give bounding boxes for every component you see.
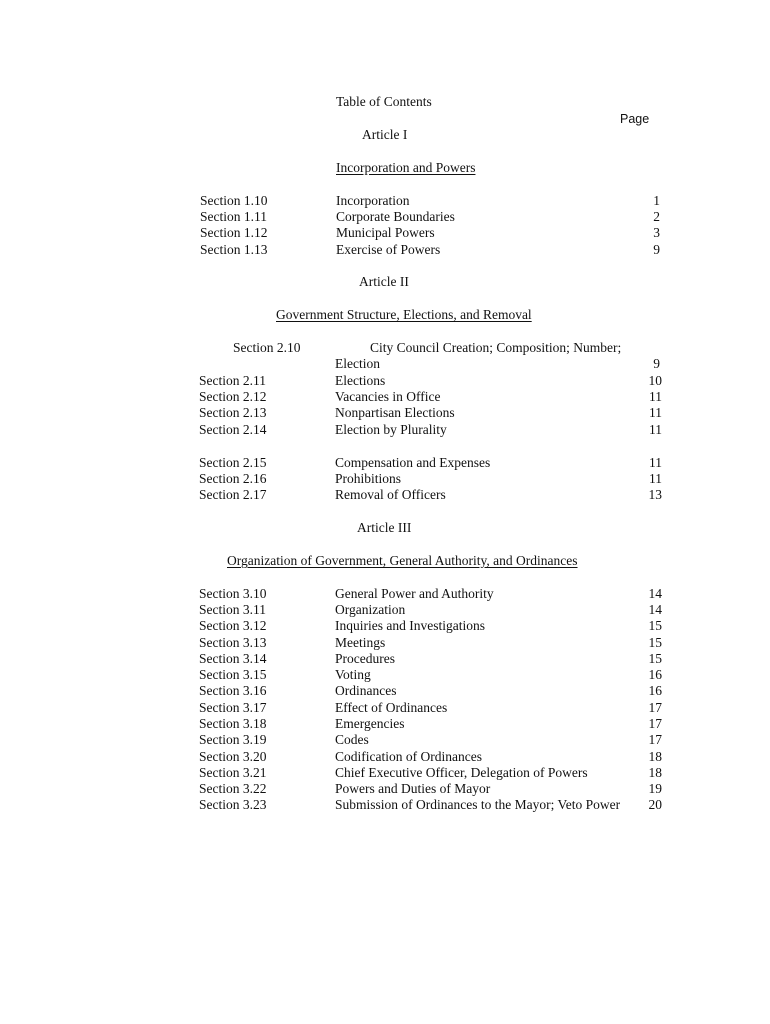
section-title: Emergencies — [335, 716, 405, 731]
section-number: Section 2.13 — [199, 405, 267, 420]
section-title: City Council Creation; Composition; Number; — [370, 340, 622, 355]
page-number: 17 — [648, 716, 662, 731]
section-number: Section 2.14 — [199, 422, 267, 437]
section-number: Section 3.11 — [199, 602, 266, 617]
section-number: Section 2.12 — [199, 389, 267, 404]
section-number: Section 1.10 — [200, 193, 268, 208]
page-number: 14 — [648, 586, 662, 601]
section-title: Procedures — [335, 651, 395, 666]
page-number: 9 — [653, 356, 660, 371]
article-label: Article I — [362, 127, 408, 142]
section-number: Section 3.19 — [199, 732, 267, 747]
section-number: Section 1.12 — [200, 225, 268, 240]
page-number: 13 — [648, 487, 662, 502]
page-number: 16 — [648, 683, 662, 698]
page-number: 11 — [649, 405, 662, 420]
section-number: Section 3.12 — [199, 618, 267, 633]
section-title: Powers and Duties of Mayor — [335, 781, 491, 796]
page-number: 17 — [648, 732, 662, 747]
section-number: Section 2.10 — [233, 340, 301, 355]
section-title: Municipal Powers — [336, 225, 435, 240]
page-number: 17 — [648, 700, 662, 715]
article-label: Article III — [357, 520, 412, 535]
section-title: Vacancies in Office — [335, 389, 441, 404]
article-heading: Organization of Government, General Authority, and Ordinances — [227, 553, 578, 568]
section-number: Section 3.14 — [199, 651, 267, 666]
section-number: Section 3.18 — [199, 716, 267, 731]
page-number: 11 — [649, 389, 662, 404]
page-number: 11 — [649, 422, 662, 437]
section-title: Chief Executive Officer, Delegation of Powers — [335, 765, 588, 780]
page-number: 11 — [649, 455, 662, 470]
page-number: 18 — [648, 765, 662, 780]
article-heading: Government Structure, Elections, and Removal — [276, 307, 532, 322]
section-title: Meetings — [335, 635, 386, 650]
section-title: Codification of Ordinances — [335, 749, 482, 764]
section-number: Section 3.23 — [199, 797, 267, 812]
section-number: Section 3.21 — [199, 765, 267, 780]
page-number: 15 — [648, 618, 662, 633]
section-number: Section 2.17 — [199, 487, 267, 502]
page-number: 20 — [648, 797, 662, 812]
section-number: Section 2.16 — [199, 471, 267, 486]
section-number: Section 1.11 — [200, 209, 267, 224]
page-number: 3 — [653, 225, 660, 240]
section-title: Prohibitions — [335, 471, 402, 486]
page-number: 19 — [648, 781, 662, 796]
section-number: Section 3.16 — [199, 683, 267, 698]
section-number: Section 1.13 — [200, 242, 268, 257]
toc-title: Table of Contents — [336, 94, 432, 109]
section-number: Section 2.11 — [199, 373, 266, 388]
section-title: Removal of Officers — [335, 487, 446, 502]
page-number: 14 — [648, 602, 662, 617]
page-number: 1 — [653, 193, 660, 208]
section-title-continued: Election — [335, 356, 380, 371]
page-number: 11 — [649, 471, 662, 486]
page-column-label: Page — [620, 112, 650, 126]
section-title: Election by Plurality — [335, 422, 447, 437]
section-number: Section 3.13 — [199, 635, 267, 650]
section-title: Submission of Ordinances to the Mayor; Veto Power — [335, 797, 621, 812]
section-number: Section 3.15 — [199, 667, 267, 682]
page-number: 15 — [648, 635, 662, 650]
page-number: 16 — [648, 667, 662, 682]
section-number: Section 3.20 — [199, 749, 267, 764]
section-title: Incorporation — [336, 193, 410, 208]
article-label: Article II — [359, 274, 409, 289]
section-number: Section 3.22 — [199, 781, 267, 796]
section-title: Codes — [335, 732, 369, 747]
page-number: 2 — [653, 209, 660, 224]
section-title: General Power and Authority — [335, 586, 494, 601]
section-title: Compensation and Expenses — [335, 455, 491, 470]
page-number: 9 — [653, 242, 660, 257]
page-number: 15 — [648, 651, 662, 666]
section-title: Exercise of Powers — [336, 242, 441, 257]
section-title: Corporate Boundaries — [336, 209, 455, 224]
section-title: Inquiries and Investigations — [335, 618, 485, 633]
section-title: Elections — [335, 373, 386, 388]
section-number: Section 3.17 — [199, 700, 267, 715]
section-number: Section 2.15 — [199, 455, 267, 470]
section-number: Section 3.10 — [199, 586, 267, 601]
article-heading: Incorporation and Powers — [336, 160, 476, 175]
section-title: Organization — [335, 602, 406, 617]
section-title: Voting — [335, 667, 371, 682]
section-title: Nonpartisan Elections — [335, 405, 455, 420]
page-number: 10 — [648, 373, 662, 388]
section-title: Ordinances — [335, 683, 397, 698]
page-number: 18 — [648, 749, 662, 764]
section-title: Effect of Ordinances — [335, 700, 448, 715]
